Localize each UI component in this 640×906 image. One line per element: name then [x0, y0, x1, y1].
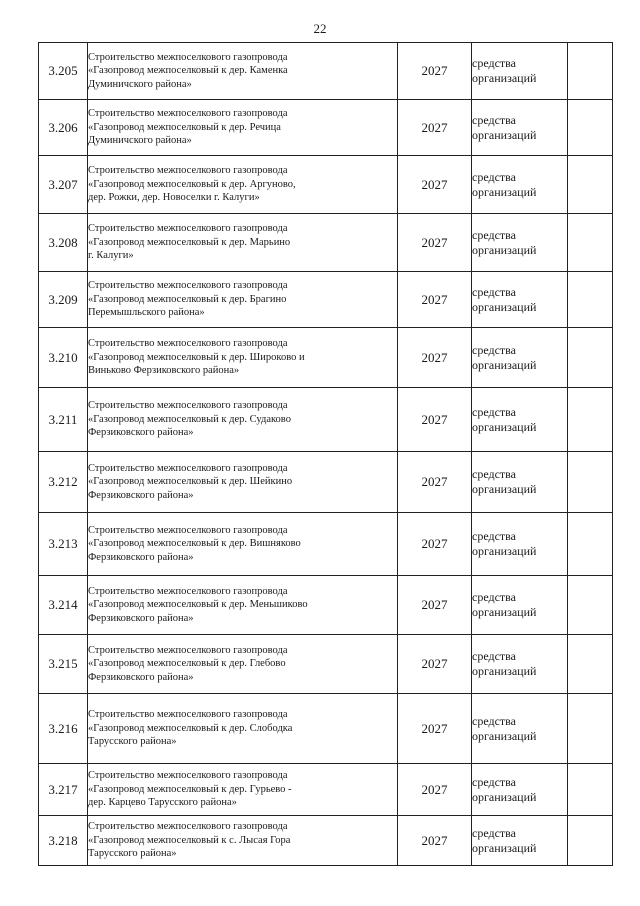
row-number: 3.210	[39, 328, 88, 388]
description-line: Строительство межпоселкового газопровода	[88, 51, 288, 63]
table-row	[39, 452, 613, 513]
description-line: Строительство межпоселкового газопровода	[88, 165, 288, 177]
row-funding-source	[472, 328, 568, 388]
funding-source-line: средства	[472, 342, 517, 357]
description-line: Строительство межпоселкового газопровода	[88, 462, 288, 474]
funding-source-line: организаций	[472, 789, 537, 804]
table-row	[39, 214, 613, 272]
description-line: Думиничского района»	[88, 78, 192, 90]
row-year: 2027	[398, 214, 472, 272]
page-number: 22	[313, 21, 327, 36]
row-year: 2027	[398, 576, 472, 635]
funding-source-line: средства	[472, 169, 517, 184]
description-line: Перемышльского района»	[88, 307, 205, 319]
description-line: Тарусского района»	[88, 848, 177, 860]
row-empty-cell	[568, 328, 613, 388]
row-empty-cell	[568, 100, 613, 156]
row-year: 2027	[398, 635, 472, 694]
row-year: 2027	[398, 272, 472, 328]
row-number: 3.209	[39, 272, 88, 328]
description-line: «Газопровод межпоселковый к дер. Каменка	[88, 65, 288, 77]
row-year: 2027	[398, 694, 472, 764]
description-line: «Газопровод межпоселковый к дер. Судаково	[88, 413, 291, 425]
funding-source-line: средства	[472, 590, 517, 604]
funding-source-line: средства	[472, 713, 517, 728]
description-line: «Газопровод межпоселковый к дер. Речица	[88, 121, 281, 133]
row-year: 2027	[398, 764, 472, 816]
table-row	[39, 100, 613, 156]
description-line: Ферзиковского района»	[88, 551, 194, 563]
row-year: 2027	[398, 43, 472, 100]
description-line: Строительство межпоселкового газопровода	[88, 644, 288, 656]
funding-source-line: организаций	[472, 482, 537, 496]
row-description	[88, 100, 398, 156]
description-line: Строительство межпоселкового газопровода	[88, 709, 288, 721]
row-funding-source	[472, 513, 568, 576]
row-year: 2027	[398, 452, 472, 513]
table-row	[39, 513, 613, 576]
funding-source-line: средства	[472, 112, 517, 127]
row-description	[88, 635, 398, 694]
row-number: 3.206	[39, 100, 88, 156]
row-year: 2027	[398, 156, 472, 214]
row-funding-source	[472, 272, 568, 328]
row-number: 3.212	[39, 452, 88, 513]
row-empty-cell	[568, 764, 613, 816]
funding-source-line: средства	[472, 404, 517, 419]
row-funding-source	[472, 214, 568, 272]
description-line: Строительство межпоселкового газопровода	[88, 223, 288, 235]
funding-source-line: организаций	[472, 71, 537, 85]
funding-source-line: средства	[472, 529, 517, 543]
row-funding-source	[472, 816, 568, 866]
table-row	[39, 43, 613, 100]
description-line: Строительство межпоселкового газопровода	[88, 585, 288, 597]
row-year: 2027	[398, 328, 472, 388]
row-funding-source	[472, 576, 568, 635]
description-line: «Газопровод межпоселковый к дер. Слободка	[88, 722, 293, 734]
row-funding-source	[472, 43, 568, 100]
description-line: Ферзиковского района»	[88, 427, 194, 439]
row-funding-source	[472, 452, 568, 513]
row-empty-cell	[568, 694, 613, 764]
row-year: 2027	[398, 816, 472, 866]
funding-source-line: организаций	[472, 242, 537, 257]
description-line: Думиничского района»	[88, 135, 192, 147]
description-line: Строительство межпоселкового газопровода	[88, 338, 288, 350]
row-description	[88, 156, 398, 214]
description-line: Ферзиковского района»	[88, 612, 194, 624]
row-number: 3.217	[39, 764, 88, 816]
row-funding-source	[472, 635, 568, 694]
funding-source-line: средства	[472, 284, 517, 299]
funding-source-line: организаций	[472, 605, 537, 619]
table-row	[39, 764, 613, 816]
funding-source-line: средства	[472, 774, 517, 789]
funding-source-line: организаций	[472, 419, 537, 434]
row-empty-cell	[568, 214, 613, 272]
description-line: «Газопровод межпоселковый к дер. Брагино	[88, 293, 287, 305]
row-empty-cell	[568, 156, 613, 214]
row-empty-cell	[568, 576, 613, 635]
row-empty-cell	[568, 816, 613, 866]
table-row	[39, 816, 613, 866]
description-line: «Газопровод межпоселковый к дер. Марьино	[88, 236, 291, 248]
description-line: дер. Карцево Тарусского района»	[88, 797, 237, 809]
funding-source-line: средства	[472, 825, 517, 840]
funding-source-line: организаций	[472, 299, 537, 314]
row-description	[88, 816, 398, 866]
funding-source-line: средства	[472, 227, 517, 242]
funding-source-line: организаций	[472, 544, 537, 558]
row-funding-source	[472, 764, 568, 816]
description-line: «Газопровод межпоселковый к дер. Вишняково	[88, 538, 301, 550]
description-line: г. Калуги»	[88, 250, 134, 262]
description-line: Ферзиковского района»	[88, 489, 194, 501]
row-description	[88, 328, 398, 388]
row-number: 3.218	[39, 816, 88, 866]
funding-source-line: организаций	[472, 728, 537, 743]
row-number: 3.205	[39, 43, 88, 100]
row-number: 3.215	[39, 635, 88, 694]
row-year: 2027	[398, 513, 472, 576]
description-line: Строительство межпоселкового газопровода	[88, 400, 288, 412]
row-empty-cell	[568, 452, 613, 513]
row-empty-cell	[568, 272, 613, 328]
description-line: «Газопровод межпоселковый к дер. Шейкино	[88, 476, 293, 488]
description-line: Строительство межпоселкового газопровода	[88, 770, 288, 782]
table-row	[39, 328, 613, 388]
row-empty-cell	[568, 388, 613, 452]
row-number: 3.211	[39, 388, 88, 452]
description-line: Ферзиковского района»	[88, 671, 194, 683]
row-number: 3.214	[39, 576, 88, 635]
funding-source-line: организаций	[472, 664, 537, 678]
row-year: 2027	[398, 100, 472, 156]
row-funding-source	[472, 100, 568, 156]
row-empty-cell	[568, 513, 613, 576]
row-number: 3.207	[39, 156, 88, 214]
description-line: дер. Рожки, дер. Новоселки г. Калуги»	[88, 192, 260, 204]
description-line: «Газопровод межпоселковый к дер. Меньшиково	[88, 599, 308, 611]
table-body	[39, 43, 613, 866]
description-line: Строительство межпоселкового газопровода	[88, 821, 288, 833]
row-year: 2027	[398, 388, 472, 452]
row-number: 3.216	[39, 694, 88, 764]
funding-source-line: средства	[472, 467, 517, 481]
funding-source-line: организаций	[472, 840, 537, 855]
row-number: 3.208	[39, 214, 88, 272]
row-description	[88, 764, 398, 816]
funding-source-line: средства	[472, 56, 517, 70]
row-description	[88, 694, 398, 764]
description-line: Тарусского района»	[88, 736, 177, 748]
row-empty-cell	[568, 635, 613, 694]
table-row	[39, 388, 613, 452]
description-line: «Газопровод межпоселковый к дер. Аргуново,	[88, 178, 296, 190]
row-description	[88, 272, 398, 328]
row-description	[88, 452, 398, 513]
description-line: Виньково Ферзиковского района»	[88, 365, 240, 377]
row-description	[88, 43, 398, 100]
row-funding-source	[472, 694, 568, 764]
table-row	[39, 694, 613, 764]
row-description	[88, 214, 398, 272]
table-row	[39, 156, 613, 214]
funding-source-line: организаций	[472, 184, 537, 199]
row-description	[88, 513, 398, 576]
row-number: 3.213	[39, 513, 88, 576]
row-description	[88, 576, 398, 635]
row-funding-source	[472, 388, 568, 452]
description-line: Строительство межпоселкового газопровода	[88, 524, 288, 536]
description-line: «Газопровод межпоселковый к дер. Глебово	[88, 658, 286, 670]
description-line: «Газопровод межпоселковый к с. Лысая Гора	[88, 834, 291, 846]
description-line: Строительство межпоселкового газопровода	[88, 280, 288, 292]
row-description	[88, 388, 398, 452]
description-line: «Газопровод межпоселковый к дер. Гурьево -	[88, 783, 292, 795]
description-line: Строительство межпоселкового газопровода	[88, 108, 288, 120]
table-row	[39, 576, 613, 635]
funding-source-line: организаций	[472, 127, 537, 142]
row-empty-cell	[568, 43, 613, 100]
funding-source-line: средства	[472, 649, 517, 663]
measures-table	[38, 42, 613, 866]
description-line: «Газопровод межпоселковый к дер. Широково и	[88, 351, 305, 363]
funding-source-line: организаций	[472, 357, 537, 372]
table-row	[39, 272, 613, 328]
row-funding-source	[472, 156, 568, 214]
table-row	[39, 635, 613, 694]
